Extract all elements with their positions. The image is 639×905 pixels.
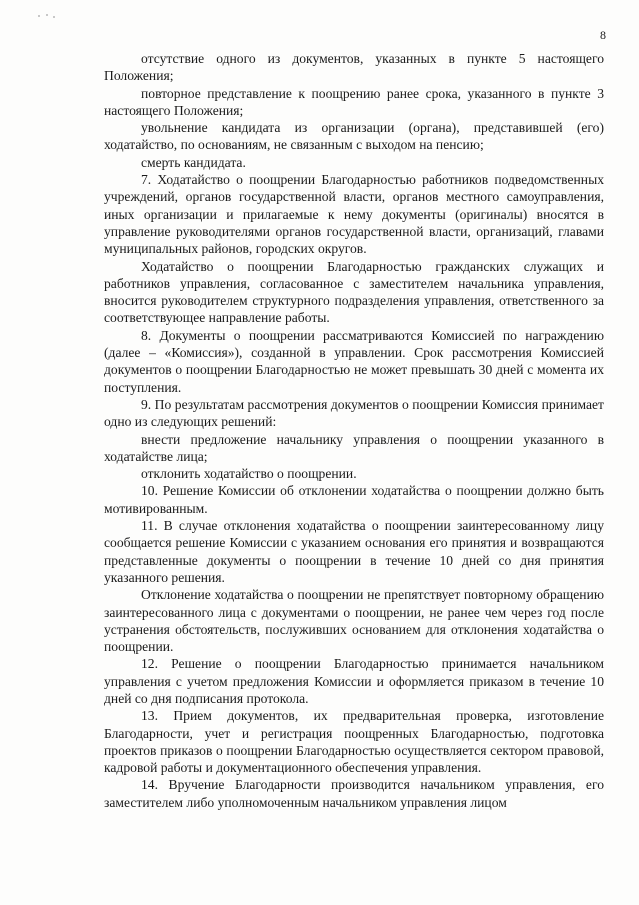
paragraph: Ходатайство о поощрении Благодарностью гражданских служащих и работников управления, согласованное с заместителем начальника управления, вносится руководителем структурного подразделения управления, ответственного за соответствующее направление работы. (104, 258, 604, 326)
paragraph-item-12: 12. Решение о поощрении Благодарностью принимается начальником управления с учетом предложения Комиссии и оформляется приказом в течение 10 дней со дня подписания протокола. (104, 656, 604, 706)
paragraph-item-11: 11. В случае отклонения ходатайства о поощрении заинтересованному лицу сообщается решение Комиссии с указанием основания его принятия и возвращаются представленные документы о поощрении в течение 10 дней со дня принятия указанного решения. (104, 518, 604, 585)
paragraph: увольнение кандидата из организации (органа), представившей (его) ходатайство, по основаниям, не связанным с выходом на пенсию; (104, 120, 604, 153)
paragraph: Отклонение ходатайства о поощрении не препятствует повторному обращению заинтересованного лица с документами о поощрении, не ранее чем через год после устранения обстоятельств, послуживших основанием для отклонения ходатайства о поощрении. (104, 587, 604, 655)
paragraph-item-8: 8. Документы о поощрении рассматриваются Комиссией по награждению (далее – «Комиссия»), созданной в управлении. Срок рассмотрения Комиссией документов о поощрении Благодарностью не может превышать 30 дней с момента их поступления. (104, 327, 604, 395)
paragraph: отклонить ходатайство о поощрении. (141, 466, 357, 482)
page-number: 8 (600, 28, 606, 42)
scan-artifact (38, 14, 60, 18)
paragraph-item-9: 9. По результатам рассмотрения документов о поощрении Комиссия принимает одно из следующих решений: (104, 396, 604, 430)
document-body (104, 50, 604, 811)
paragraph: повторное представление к поощрению ранее срока, указанного в пункте 3 настоящего Положения; (104, 85, 604, 118)
paragraph-item-10: 10. Решение Комиссии об отклонении ходатайства о поощрении должно быть мотивированным. (104, 483, 604, 516)
paragraph-item-13: 13. Прием документов, их предварительная проверка, изготовление Благодарности, учет и регистрация поощренных Благодарностью, подготовка проектов приказов о поощрении Благодарностью осуществляется сектором правовой, кадровой работы и документационного обеспечения управления. (104, 708, 604, 776)
paragraph: внести предложение начальнику управления о поощрении указанного в ходатайстве лица; (104, 431, 604, 464)
paragraph-item-14: 14. Вручение Благодарности производится начальником управления, его заместителем либо уполномоченным начальником управления лицом (104, 777, 604, 810)
paragraph: смерть кандидата. (141, 154, 246, 170)
paragraph: отсутствие одного из документов, указанных в пункте 5 настоящего Положения; (104, 51, 604, 84)
paragraph-item-7: 7. Ходатайство о поощрении Благодарностью работников подведомственных учреждений, органов государственной власти, органов местного самоуправления, иных организации и прилагаемые к нему документы (оригиналы) вносятся в управление руководителями органов государственной власти, организаций, главами муниципальных районов, городских округов. (104, 172, 604, 257)
